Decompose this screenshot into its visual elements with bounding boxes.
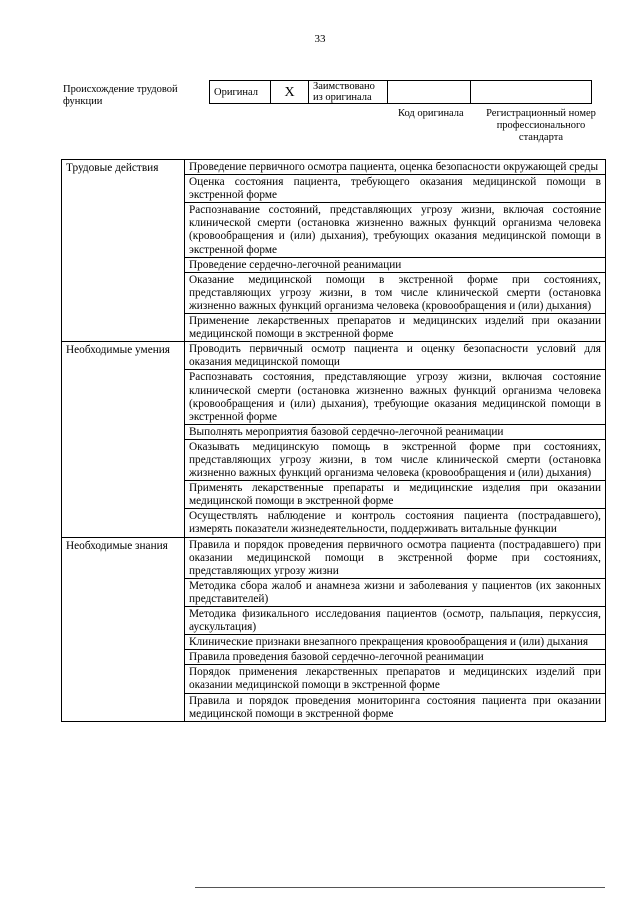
section-item: Проводить первичный осмотр пациента и оценку безопасности условий для оказания медицинской помощи: [185, 342, 606, 370]
section-item: Методика сбора жалоб и анамнеза жизни и заболевания у пациентов (их законных представителей): [185, 578, 606, 606]
section-item: Проведение первичного осмотра пациента, оценка безопасности окружающей среды: [185, 160, 606, 175]
origin-mark-cell: X: [271, 81, 309, 104]
section-item: Методика физикального исследования пациентов (осмотр, пальпация, перкуссия, аускультация): [185, 607, 606, 635]
bottom-rule: [195, 887, 605, 888]
section-item: Правила проведения базовой сердечно-легочной реанимации: [185, 650, 606, 665]
section-category: Необходимые умения: [62, 342, 185, 537]
section-item: Порядок применения лекарственных препаратов и медицинских изделий при оказании медицинской помощи в экстренной форме: [185, 665, 606, 693]
reg-caption: Регистрационный номер профессионального стандарта: [486, 108, 596, 143]
page-number: 33: [314, 33, 326, 45]
section-item: Распознавать состояния, представляющие угрозу жизни, включая состояние клинической смерти (остановка жизненно важных функций организма человека (кровообращения и (или) дыхания), требующие оказания медицинской помощи в экстренной форме: [185, 370, 606, 424]
code-caption: Код оригинала: [398, 108, 464, 119]
section-item: Правила и порядок проведения первичного осмотра пациента (пострадавшего) при оказании медицинской помощи в экстренной форме при состояниях, представляющих угрозу жизни: [185, 537, 606, 578]
section-item: Осуществлять наблюдение и контроль состояния пациента (пострадавшего), измерять показатели жизнедеятельности, поддерживать витальные функции: [185, 509, 606, 537]
origin-table: [209, 80, 592, 104]
section-item: Клинические признаки внезапного прекращения кровообращения и (или) дыхания: [185, 635, 606, 650]
section-item: Оценка состояния пациента, требующего оказания медицинской помощи в экстренной форме: [185, 175, 606, 203]
table-row: [62, 342, 606, 370]
section-category: Трудовые действия: [62, 160, 185, 342]
competency-table: [61, 159, 606, 722]
origin-code-cell: [388, 81, 471, 104]
section-item: Распознавание состояний, представляющих угрозу жизни, включая состояние клинической смерти (остановка жизненно важных функций организма человека (кровообращения и (или) дыхания), требующих оказания медицинской помощи в экстренной форме: [185, 203, 606, 257]
section-item: Применение лекарственных препаратов и медицинских изделий при оказании медицинской помощи в экстренной форме: [185, 314, 606, 342]
section-item: Оказывать медицинскую помощь в экстренной форме при состояниях, представляющих угрозу жизни, в том числе клинической смерти (остановка жизненно важных функций организма человека (кровообращения и (или) дыхания): [185, 439, 606, 480]
origin-borrowed-cell: Заимствовано из оригинала: [309, 81, 388, 104]
section-category: Необходимые знания: [62, 537, 185, 721]
table-row: [62, 537, 606, 578]
section-item: Правила и порядок проведения мониторинга состояния пациента при оказании медицинской помощи в экстренной форме: [185, 693, 606, 721]
origin-original-cell: Оригинал: [210, 81, 271, 104]
table-row: [62, 160, 606, 175]
section-item: Оказание медицинской помощи в экстренной форме при состояниях, представляющих угрозу жизни, в том числе клинической смерти (остановка жизненно важных функций организма человека (кровообращения и (или) дыхания): [185, 272, 606, 313]
section-item: Проведение сердечно-легочной реанимации: [185, 257, 606, 272]
origin-reg-cell: [471, 81, 592, 104]
origin-label: Происхождение трудовой функции: [63, 84, 178, 107]
section-item: Применять лекарственные препараты и медицинские изделия при оказании медицинской помощи в экстренной форме: [185, 481, 606, 509]
section-item: Выполнять мероприятия базовой сердечно-легочной реанимации: [185, 424, 606, 439]
